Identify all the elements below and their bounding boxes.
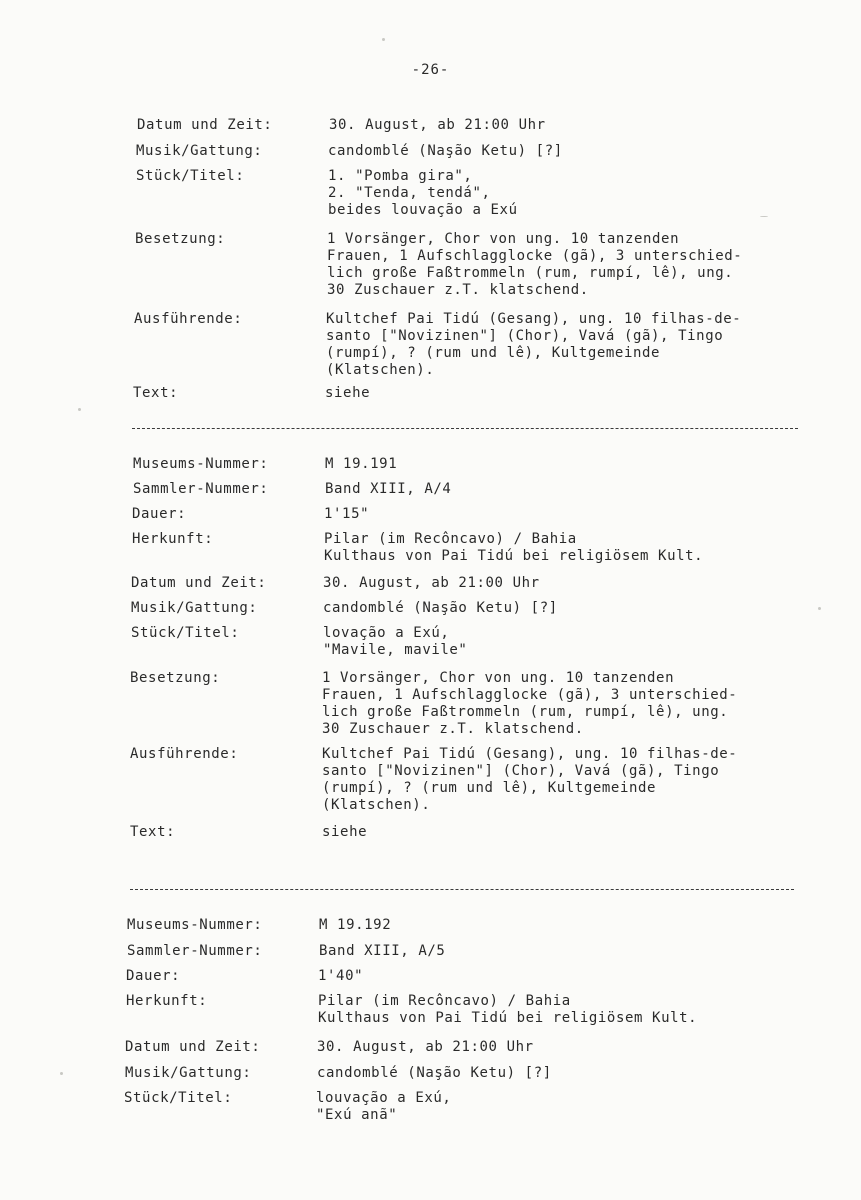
scan-speck [60, 1072, 63, 1075]
field-label: Datum und Zeit: [131, 575, 267, 591]
field-value: Kultchef Pai Tidú (Gesang), ung. 10 filhas-de- santo ["Novizinen"] (Chor), Vavá (gã), Tingo (rumpí), ? (rum und lê), Kultgemeinde (Klatschen). [326, 311, 742, 378]
field-label: Dauer: [132, 506, 187, 522]
field-musik [136, 143, 563, 160]
field-label: Ausführende: [134, 311, 243, 327]
field-value: lovação a Exú, "Mavile, mavile" [323, 625, 468, 658]
field-value: 1'40" [318, 968, 364, 984]
field-value: Band XIII, A/4 [325, 481, 452, 497]
field-dauer [132, 506, 369, 523]
field-value: 1. "Pomba gira", 2. "Tenda, tendá", beides louvação a Exú [328, 168, 518, 218]
field-label: Besetzung: [135, 231, 226, 247]
scan-speck [818, 607, 821, 610]
field-sammler-nummer [133, 481, 451, 498]
field-value: candomblé (Naşão Ketu) [?] [328, 143, 563, 159]
field-label: Text: [130, 824, 176, 840]
scan-speck [760, 216, 768, 217]
field-musik [125, 1065, 552, 1082]
field-museum-nummer [133, 456, 397, 473]
field-label: Stück/Titel: [124, 1090, 233, 1106]
field-value: siehe [322, 824, 368, 840]
field-value: Pilar (im Recôncavo) / Bahia Kulthaus von Pai Tidú bei religiösem Kult. [324, 531, 704, 564]
field-label: Sammler-Nummer: [133, 481, 269, 497]
field-text [133, 385, 370, 402]
field-value: Kultchef Pai Tidú (Gesang), ung. 10 filhas-de- santo ["Novizinen"] (Chor), Vavá (gã), Tingo (rumpí), ? (rum und lê), Kultgemeinde (Klatschen). [322, 746, 738, 813]
field-label: Museums-Nummer: [133, 456, 269, 472]
field-value: Pilar (im Recôncavo) / Bahia Kulthaus von Pai Tidú bei religiösem Kult. [318, 993, 698, 1026]
field-label: Stück/Titel: [136, 168, 245, 184]
field-text [130, 824, 367, 841]
field-label: Ausführende: [130, 746, 239, 762]
field-value: 30. August, ab 21:00 Uhr [329, 117, 546, 133]
field-value: M 19.191 [325, 456, 398, 472]
field-ausfuehrende [130, 746, 737, 814]
field-label: Stück/Titel: [131, 625, 240, 641]
field-label: Herkunft: [126, 993, 208, 1009]
field-value: M 19.192 [319, 917, 392, 933]
field-value: candomblé (Naşão Ketu) [?] [323, 600, 558, 616]
field-datum [131, 575, 540, 592]
page-number: -26- [411, 62, 450, 78]
field-value: Band XIII, A/5 [319, 943, 446, 959]
field-label: Text: [133, 385, 179, 401]
field-besetzung [135, 231, 742, 299]
section-divider [132, 428, 798, 429]
field-value: 30. August, ab 21:00 Uhr [317, 1039, 534, 1055]
field-label: Datum und Zeit: [137, 117, 273, 133]
field-datum [125, 1039, 534, 1056]
field-label: Besetzung: [130, 670, 221, 686]
field-label: Musik/Gattung: [136, 143, 263, 159]
field-label: Herkunft: [132, 531, 214, 547]
field-musik [131, 600, 558, 617]
section-divider [130, 889, 794, 890]
field-value: 1'15" [324, 506, 370, 522]
field-herkunft [126, 993, 697, 1027]
field-label: Datum und Zeit: [125, 1039, 261, 1055]
field-label: Musik/Gattung: [125, 1065, 252, 1081]
field-dauer [126, 968, 363, 985]
field-label: Museums-Nummer: [127, 917, 263, 933]
field-value: 1 Vorsänger, Chor von ung. 10 tanzenden Frauen, 1 Aufschlagglocke (gã), 3 unterschied- lich große Faßtrommeln (rum, rumpí, lê), ung. 30 Zuschauer z.T. klatschend. [322, 670, 738, 737]
scan-speck [78, 408, 81, 411]
field-label: Dauer: [126, 968, 181, 984]
field-stueck [136, 168, 518, 219]
field-value: 1 Vorsänger, Chor von ung. 10 tanzenden Frauen, 1 Aufschlagglocke (gã), 3 unterschied- lich große Faßtrommeln (rum, rumpí, lê), ung. 30 Zuschauer z.T. klatschend. [327, 231, 743, 298]
field-value: 30. August, ab 21:00 Uhr [323, 575, 540, 591]
field-value: louvação a Exú, "Exú anã" [316, 1090, 452, 1123]
field-museum-nummer [127, 917, 391, 934]
field-herkunft [132, 531, 703, 565]
field-stueck [124, 1090, 451, 1124]
scan-speck [382, 38, 385, 41]
field-label: Musik/Gattung: [131, 600, 258, 616]
field-value: siehe [325, 385, 371, 401]
field-ausfuehrende [134, 311, 741, 379]
field-value: candomblé (Naşão Ketu) [?] [317, 1065, 552, 1081]
field-label: Sammler-Nummer: [127, 943, 263, 959]
field-besetzung [130, 670, 737, 738]
field-datum [137, 117, 546, 134]
field-stueck [131, 625, 467, 659]
field-sammler-nummer [127, 943, 445, 960]
